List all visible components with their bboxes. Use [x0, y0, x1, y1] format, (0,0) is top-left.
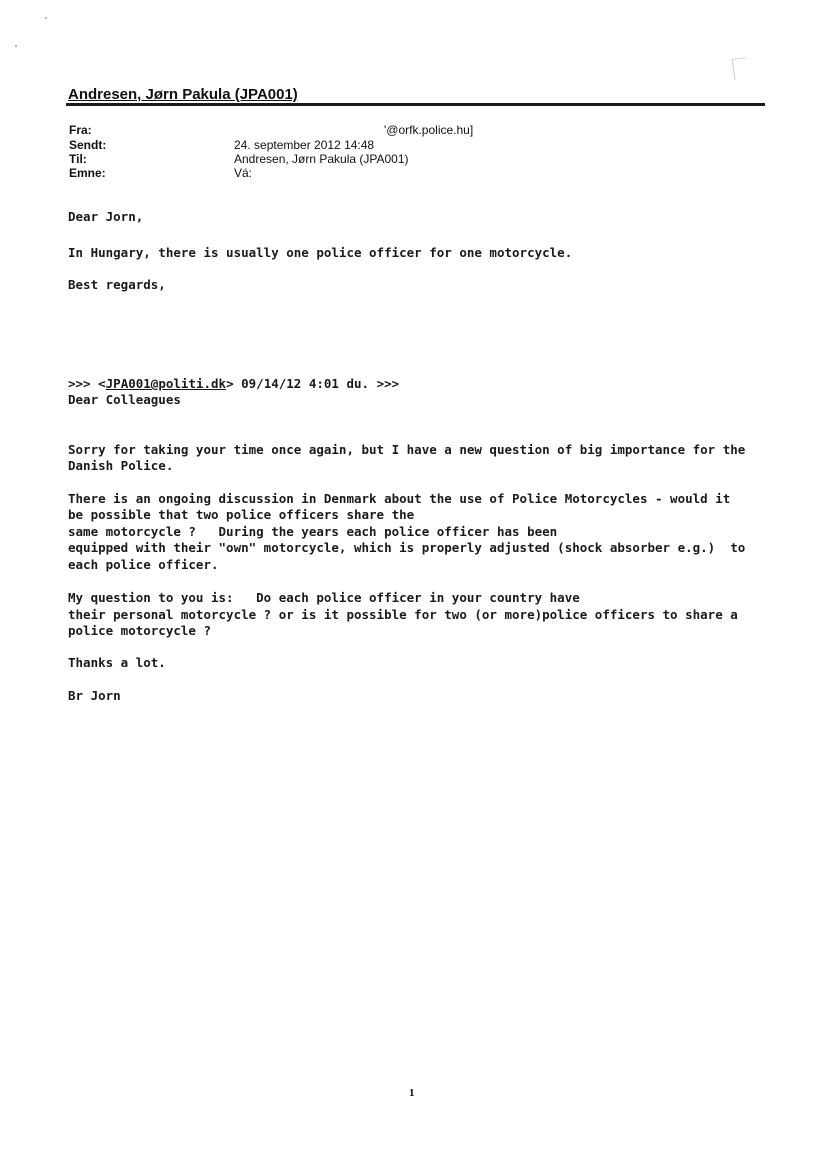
- quoted-paragraph-line: police motorcycle ?: [68, 623, 211, 638]
- quoted-paragraph-line: equipped with their "own" motorcycle, which is properly adjusted (shock absorber e.g.) to: [68, 540, 746, 555]
- header-divider: [66, 103, 765, 106]
- quoted-greeting: Dear Colleagues: [68, 392, 181, 407]
- sent-label: Sendt:: [69, 138, 107, 152]
- scan-corner-mark: [732, 57, 750, 80]
- scan-speck: [15, 45, 17, 47]
- mailbox-owner-title: Andresen, Jørn Pakula (JPA001): [68, 86, 298, 103]
- quoted-paragraph-line: be possible that two police officers share the: [68, 507, 415, 522]
- quoted-thanks: Thanks a lot.: [68, 655, 166, 670]
- page-number: 1: [409, 1087, 415, 1099]
- quoted-header-line: [68, 376, 399, 393]
- quoted-paragraph-line: their personal motorcycle ? or is it possible for two (or more)police officers to share a: [68, 607, 738, 622]
- subject-label: Emne:: [69, 166, 106, 180]
- sent-value: 24. september 2012 14:48: [234, 138, 375, 152]
- quoted-signoff: Br Jorn: [68, 688, 121, 703]
- quoted-paragraph-line: each police officer.: [68, 557, 219, 572]
- from-value: '@orfk.police.hu]: [384, 123, 474, 137]
- quoted-paragraph-line: My question to you is: Do each police officer in your country have: [68, 590, 580, 605]
- reply-body: In Hungary, there is usually one police officer for one motorcycle.: [68, 245, 573, 260]
- quoted-paragraph-line: Sorry for taking your time once again, but I have a new question of big importance for the: [68, 442, 746, 457]
- quoted-suffix: > 09/14/12 4:01 du. >>>: [226, 376, 400, 391]
- quoted-email-link[interactable]: JPA001@politi.dk: [105, 376, 227, 391]
- reply-greeting: Dear Jorn,: [68, 209, 144, 224]
- to-value: Andresen, Jørn Pakula (JPA001): [234, 152, 409, 166]
- quoted-paragraph-line: same motorcycle ? During the years each police officer has been: [68, 524, 558, 539]
- from-label: Fra:: [69, 123, 92, 137]
- quoted-paragraph-line: There is an ongoing discussion in Denmark about the use of Police Motorcycles - would it: [68, 491, 731, 506]
- subject-value: Vá:: [234, 166, 253, 180]
- quoted-paragraph-line: Danish Police.: [68, 458, 174, 473]
- to-label: Til:: [69, 152, 87, 166]
- reply-closing: Best regards,: [68, 277, 166, 292]
- quoted-prefix: >>> <: [68, 376, 106, 391]
- scan-speck: [45, 17, 47, 19]
